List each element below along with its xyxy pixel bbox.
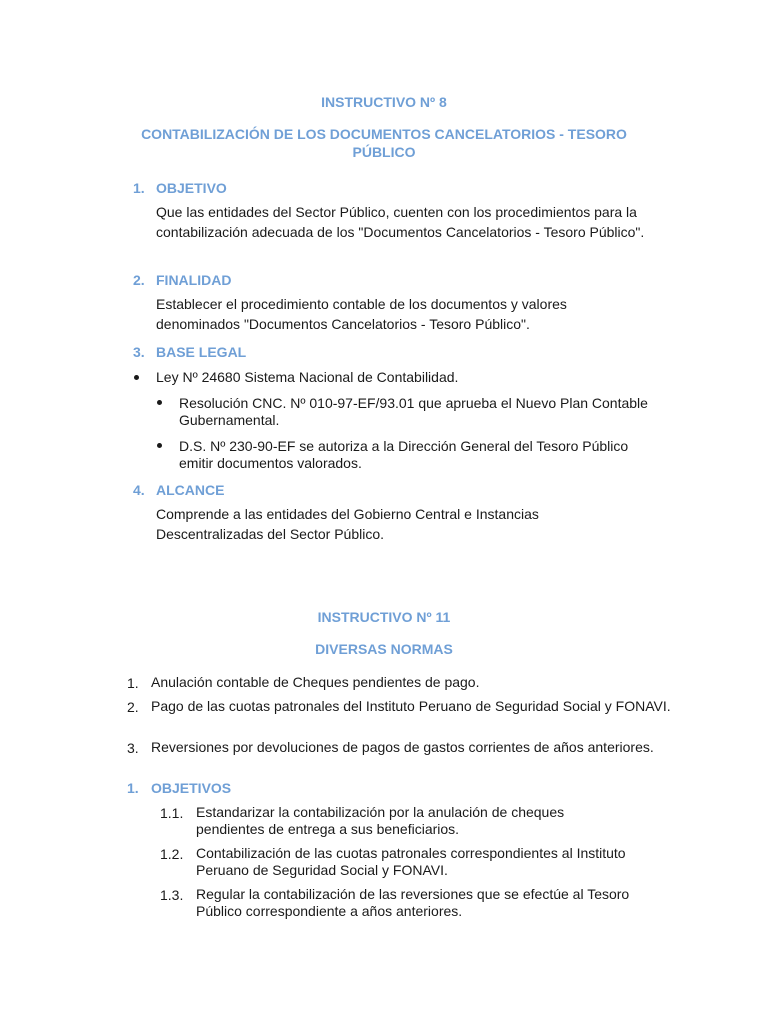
section-heading-objetivos: OBJETIVOS — [151, 780, 232, 796]
legal-bullet: Ley Nº 24680 Sistema Nacional de Contabilidad. — [156, 369, 459, 385]
section-text-alcance: Comprende a las entidades del Gobierno Central e Instancias Descentralizadas del Sector Público. — [156, 506, 539, 542]
list-item: Pago de las cuotas patronales del Instituto Peruano de Seguridad Social y FONAVI. — [151, 698, 671, 714]
list-number: 1. — [127, 675, 139, 691]
legal-subbullet: D.S. Nº 230-90-EF se autoriza a la Dirección General del Tesoro Público emitir documentos valorados. — [179, 438, 629, 471]
section-heading-finalidad: FINALIDAD — [156, 272, 232, 288]
subsection-number: 1.3. — [160, 887, 184, 903]
list-number: 3. — [127, 740, 139, 756]
bullet-icon — [157, 443, 162, 448]
list-number: 2. — [127, 699, 139, 715]
subsection-number: 1.2. — [160, 846, 184, 862]
list-item: Anulación contable de Cheques pendientes de pago. — [151, 674, 480, 690]
doc2-subtitle: DIVERSAS NORMAS — [315, 641, 453, 657]
section-number: 1. — [133, 180, 145, 196]
objective-item: Contabilización de las cuotas patronales correspondientes al Instituto Peruano de Seguridad Social y FONAVI. — [196, 845, 626, 878]
objective-item: Regular la contabilización de las reversiones que se efectúe al Tesoro Público correspondiente a años anteriores. — [196, 886, 630, 919]
bullet-icon — [134, 375, 139, 380]
section-number: 1. — [127, 780, 139, 796]
doc1-subtitle: CONTABILIZACIÓN DE LOS DOCUMENTOS CANCELATORIOS - TESORO PÚBLICO — [141, 126, 627, 160]
section-heading-base-legal: BASE LEGAL — [156, 344, 247, 360]
section-text-finalidad: Establecer el procedimiento contable de los documentos y valores denominados "Documentos Cancelatorios - Tesoro Público". — [156, 296, 567, 332]
section-heading-objetivo: OBJETIVO — [156, 180, 227, 196]
doc2-title: INSTRUCTIVO Nº 11 — [317, 609, 451, 625]
bullet-icon — [157, 400, 162, 405]
subsection-number: 1.1. — [160, 805, 184, 821]
section-number: 2. — [133, 272, 145, 288]
section-number: 4. — [133, 482, 145, 498]
legal-subbullet: Resolución CNC. Nº 010-97-EF/93.01 que aprueba el Nuevo Plan Contable Gubernamental. — [179, 395, 648, 428]
section-heading-alcance: ALCANCE — [156, 482, 225, 498]
section-text-objetivo: Que las entidades del Sector Público, cuenten con los procedimientos para la contabilización adecuada de los "Documentos Cancelatorios - Tesoro Público". — [156, 204, 645, 240]
objective-item: Estandarizar la contabilización por la anulación de cheques pendientes de entrega a sus beneficiarios. — [196, 804, 565, 837]
list-item: Reversiones por devoluciones de pagos de gastos corrientes de años anteriores. — [151, 739, 654, 755]
doc1-title: INSTRUCTIVO Nº 8 — [321, 94, 447, 110]
section-number: 3. — [133, 344, 145, 360]
